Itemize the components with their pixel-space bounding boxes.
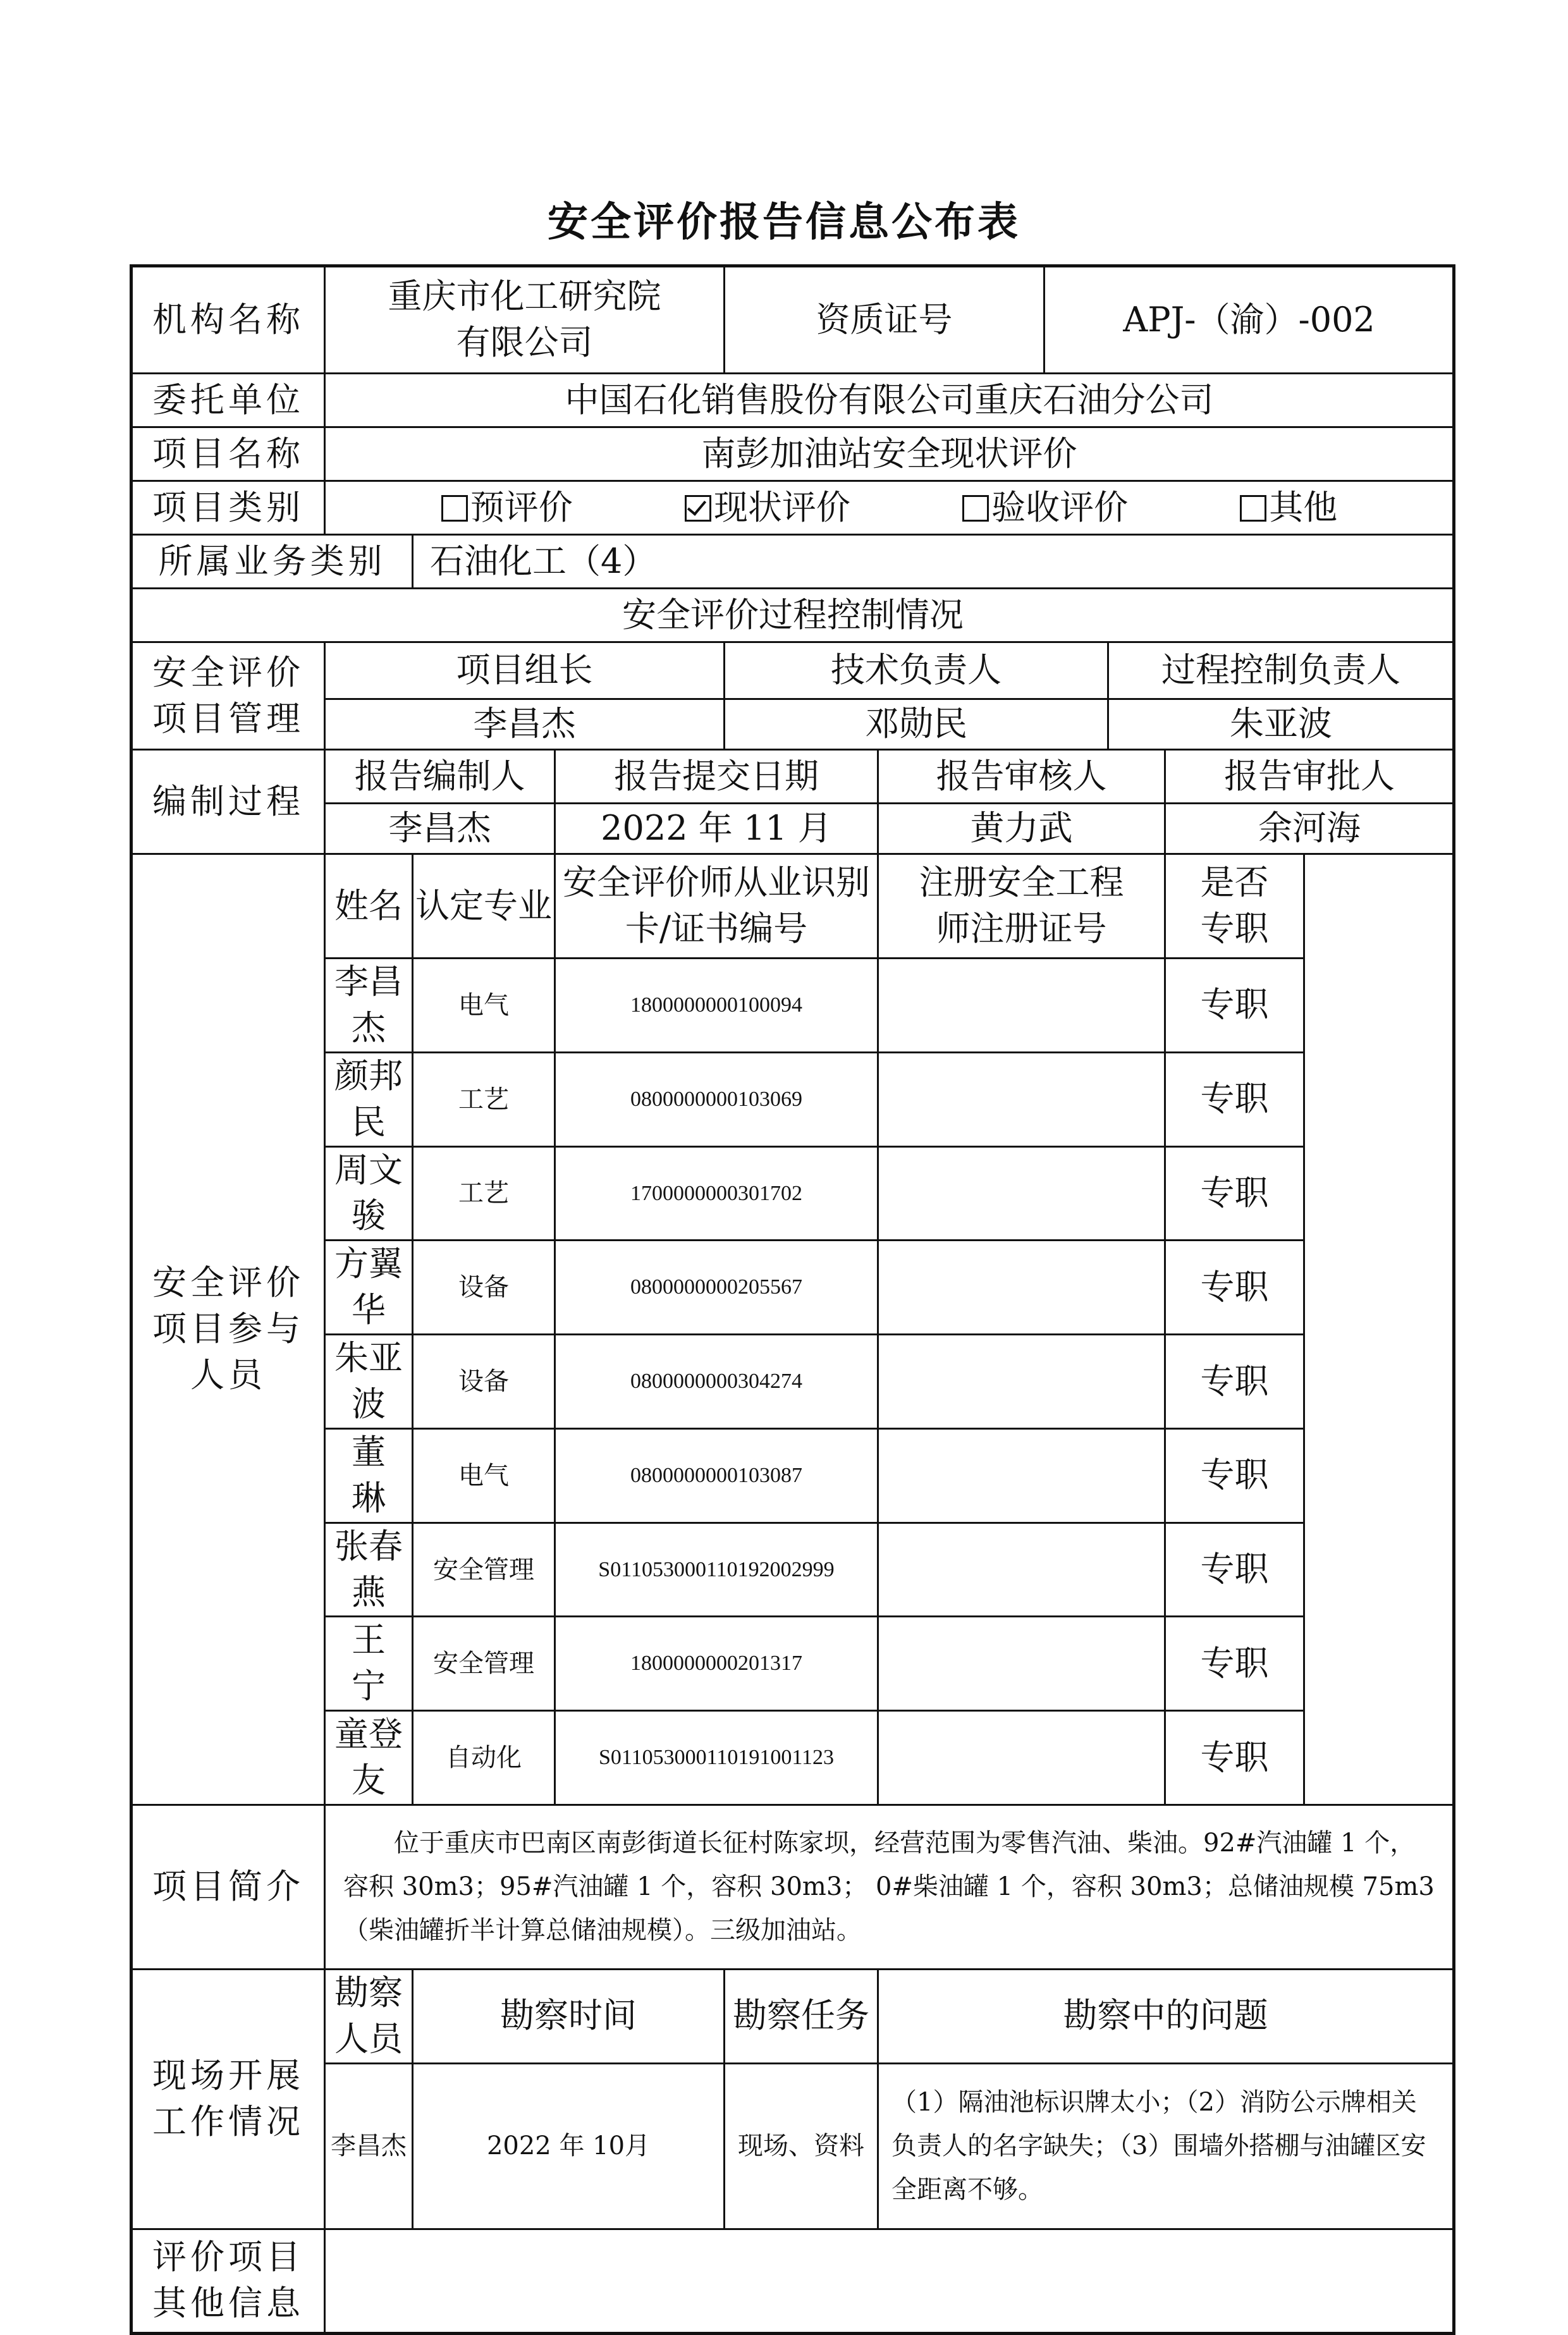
cert-no: APJ-（渝）-002 <box>1044 266 1454 374</box>
compile-header-approver: 报告审批人 <box>1165 750 1454 804</box>
person-major: 设备 <box>413 1335 555 1429</box>
site-header-task: 勘察任务 <box>725 1970 878 2064</box>
person-major: 工艺 <box>413 1146 555 1241</box>
client-value: 中国石化销售股份有限公司重庆石油分公司 <box>325 374 1454 427</box>
table-row <box>132 1052 1454 1146</box>
person-major: 设备 <box>413 1241 555 1335</box>
person-full: 专职 <box>1165 1335 1304 1429</box>
participants-header-name: 姓名 <box>325 854 413 959</box>
person-reg <box>878 1052 1165 1146</box>
person-card: 0800000000205567 <box>555 1241 878 1335</box>
person-card: 0800000000103069 <box>555 1052 878 1146</box>
client-label: 委托单位 <box>132 374 325 427</box>
brief-label: 项目简介 <box>132 1805 325 1970</box>
project-row <box>132 427 1454 481</box>
person-reg <box>878 1617 1165 1711</box>
person-reg <box>878 1335 1165 1429</box>
table-row <box>132 1241 1454 1335</box>
project-value: 南彭加油站安全现状评价 <box>325 427 1454 481</box>
management-leader: 李昌杰 <box>325 699 725 750</box>
other-value <box>325 2229 1454 2333</box>
table-row <box>132 1146 1454 1241</box>
person-reg <box>878 1428 1165 1523</box>
person-name: 李昌杰 <box>325 959 413 1053</box>
site-header-issues: 勘察中的问题 <box>878 1970 1454 2064</box>
compile-header-row <box>132 750 1454 804</box>
person-name: 张春燕 <box>325 1523 413 1617</box>
management-value-row <box>132 699 1454 750</box>
business-label: 所属业务类别 <box>132 535 413 589</box>
participants-header-row <box>132 854 1454 959</box>
management-header-row <box>132 642 1454 699</box>
management-control: 朱亚波 <box>1108 699 1454 750</box>
person-full: 专职 <box>1165 1711 1304 1805</box>
site-header-row <box>132 1970 1454 2064</box>
info-table <box>130 264 1455 2335</box>
table-row <box>132 959 1454 1053</box>
process-title: 安全评价过程控制情况 <box>132 589 1454 642</box>
person-name: 王 宁 <box>325 1617 413 1711</box>
compile-approver: 余河海 <box>1165 804 1454 854</box>
process-title-row <box>132 589 1454 642</box>
compile-value-row <box>132 804 1454 854</box>
client-row <box>132 374 1454 427</box>
business-value: 石油化工（4） <box>413 535 1454 589</box>
brief-text: 位于重庆市巴南区南彭街道长征村陈家坝，经营范围为零售汽油、柴油。92#汽油罐 1 个，容积 30m3；95#汽油罐 1 个，容积 30m3； 0#柴油罐 1 个，容积 30m3；总储油规模 75m3（柴油罐折半计算总储油规模）。三级加油站。 <box>325 1805 1454 1970</box>
participants-header-major: 认定专业 <box>413 854 555 959</box>
other-label: 评价项目 其他信息 <box>132 2229 325 2333</box>
person-card: 1800000000100094 <box>555 959 878 1053</box>
person-reg <box>878 959 1165 1053</box>
person-major: 电气 <box>413 959 555 1053</box>
cert-label: 资质证号 <box>725 266 1044 374</box>
person-full: 专职 <box>1165 1241 1304 1335</box>
site-label: 现场开展 工作情况 <box>132 1970 325 2229</box>
table-row <box>132 1711 1454 1805</box>
person-card: 0800000000304274 <box>555 1335 878 1429</box>
person-name: 方翼华 <box>325 1241 413 1335</box>
participants-header-card: 安全评价师从业识别 卡/证书编号 <box>555 854 878 959</box>
person-reg <box>878 1241 1165 1335</box>
management-header-control: 过程控制负责人 <box>1108 642 1454 699</box>
site-value-row <box>132 2063 1454 2229</box>
site-issues: （1）隔油池标识牌太小；（2）消防公示牌相关负责人的名字缺失；（3）围墙外搭棚与油罐区安全距离不够。 <box>878 2063 1454 2229</box>
person-card: 1700000000301702 <box>555 1146 878 1241</box>
category-option-acceptance[interactable]: 验收评价 <box>962 485 1128 531</box>
table-row <box>132 1617 1454 1711</box>
person-reg <box>878 1523 1165 1617</box>
person-card: S011053000110192002999 <box>555 1523 878 1617</box>
table-row <box>132 1428 1454 1523</box>
person-full: 专职 <box>1165 1523 1304 1617</box>
compile-label: 编制过程 <box>132 750 325 854</box>
person-major: 自动化 <box>413 1711 555 1805</box>
site-header-time: 勘察时间 <box>413 1970 725 2064</box>
checkbox-icon[interactable] <box>441 495 468 522</box>
person-reg <box>878 1711 1165 1805</box>
checkbox-icon[interactable] <box>962 495 989 522</box>
management-header-tech: 技术负责人 <box>725 642 1108 699</box>
person-name: 周文骏 <box>325 1146 413 1241</box>
brief-row <box>132 1805 1454 1970</box>
project-label: 项目名称 <box>132 427 325 481</box>
participants-label: 安全评价 项目参与 人员 <box>132 854 325 1805</box>
site-person: 李昌杰 <box>325 2063 413 2229</box>
category-option-pre[interactable]: 预评价 <box>441 485 573 531</box>
management-header-leader: 项目组长 <box>325 642 725 699</box>
management-tech: 邓勋民 <box>725 699 1108 750</box>
org-name <box>325 266 725 374</box>
category-row <box>132 481 1454 535</box>
person-full: 专职 <box>1165 1052 1304 1146</box>
person-card: 0800000000103087 <box>555 1428 878 1523</box>
management-label: 安全评价 项目管理 <box>132 642 325 750</box>
compile-date: 2022 年 11 月 <box>555 804 878 854</box>
person-major: 安全管理 <box>413 1617 555 1711</box>
checkbox-icon[interactable] <box>1240 495 1266 522</box>
participants-header-reg: 注册安全工程 师注册证号 <box>878 854 1165 959</box>
compile-header-date: 报告提交日期 <box>555 750 878 804</box>
site-time: 2022 年 10月 <box>413 2063 725 2229</box>
person-major: 工艺 <box>413 1052 555 1146</box>
table-row <box>132 1335 1454 1429</box>
person-name: 颜邦民 <box>325 1052 413 1146</box>
table-row <box>132 1523 1454 1617</box>
person-full: 专职 <box>1165 959 1304 1053</box>
category-option-current[interactable]: 现状评价 <box>685 485 850 531</box>
compile-author: 李昌杰 <box>325 804 555 854</box>
person-card: 1800000000201317 <box>555 1617 878 1711</box>
site-header-person: 勘察人员 <box>325 1970 413 2064</box>
site-task: 现场、资料 <box>725 2063 878 2229</box>
person-reg <box>878 1146 1165 1241</box>
person-major: 安全管理 <box>413 1523 555 1617</box>
compile-reviewer: 黄力武 <box>878 804 1165 854</box>
person-name: 董 琳 <box>325 1428 413 1523</box>
checkbox-checked-icon[interactable] <box>685 495 711 522</box>
category-option-other[interactable]: 其他 <box>1240 485 1337 531</box>
category-options <box>325 481 1454 535</box>
category-label: 项目类别 <box>132 481 325 535</box>
participants-header-full: 是否 专职 <box>1165 854 1304 959</box>
org-name-line1: 重庆市化工研究院 <box>388 276 661 317</box>
person-full: 专职 <box>1165 1146 1304 1241</box>
person-full: 专职 <box>1165 1617 1304 1711</box>
person-name: 童登友 <box>325 1711 413 1805</box>
org-row <box>132 266 1454 374</box>
other-row <box>132 2229 1454 2333</box>
person-card: S011053000110191001123 <box>555 1711 878 1805</box>
person-name: 朱亚波 <box>325 1335 413 1429</box>
compile-header-author: 报告编制人 <box>325 750 555 804</box>
org-label: 机构名称 <box>132 266 325 374</box>
business-row <box>132 535 1454 589</box>
person-major: 电气 <box>413 1428 555 1523</box>
page-title: 安全评价报告信息公布表 <box>548 199 1020 246</box>
compile-header-reviewer: 报告审核人 <box>878 750 1165 804</box>
org-name-line2: 有限公司 <box>456 322 593 362</box>
person-full: 专职 <box>1165 1428 1304 1523</box>
